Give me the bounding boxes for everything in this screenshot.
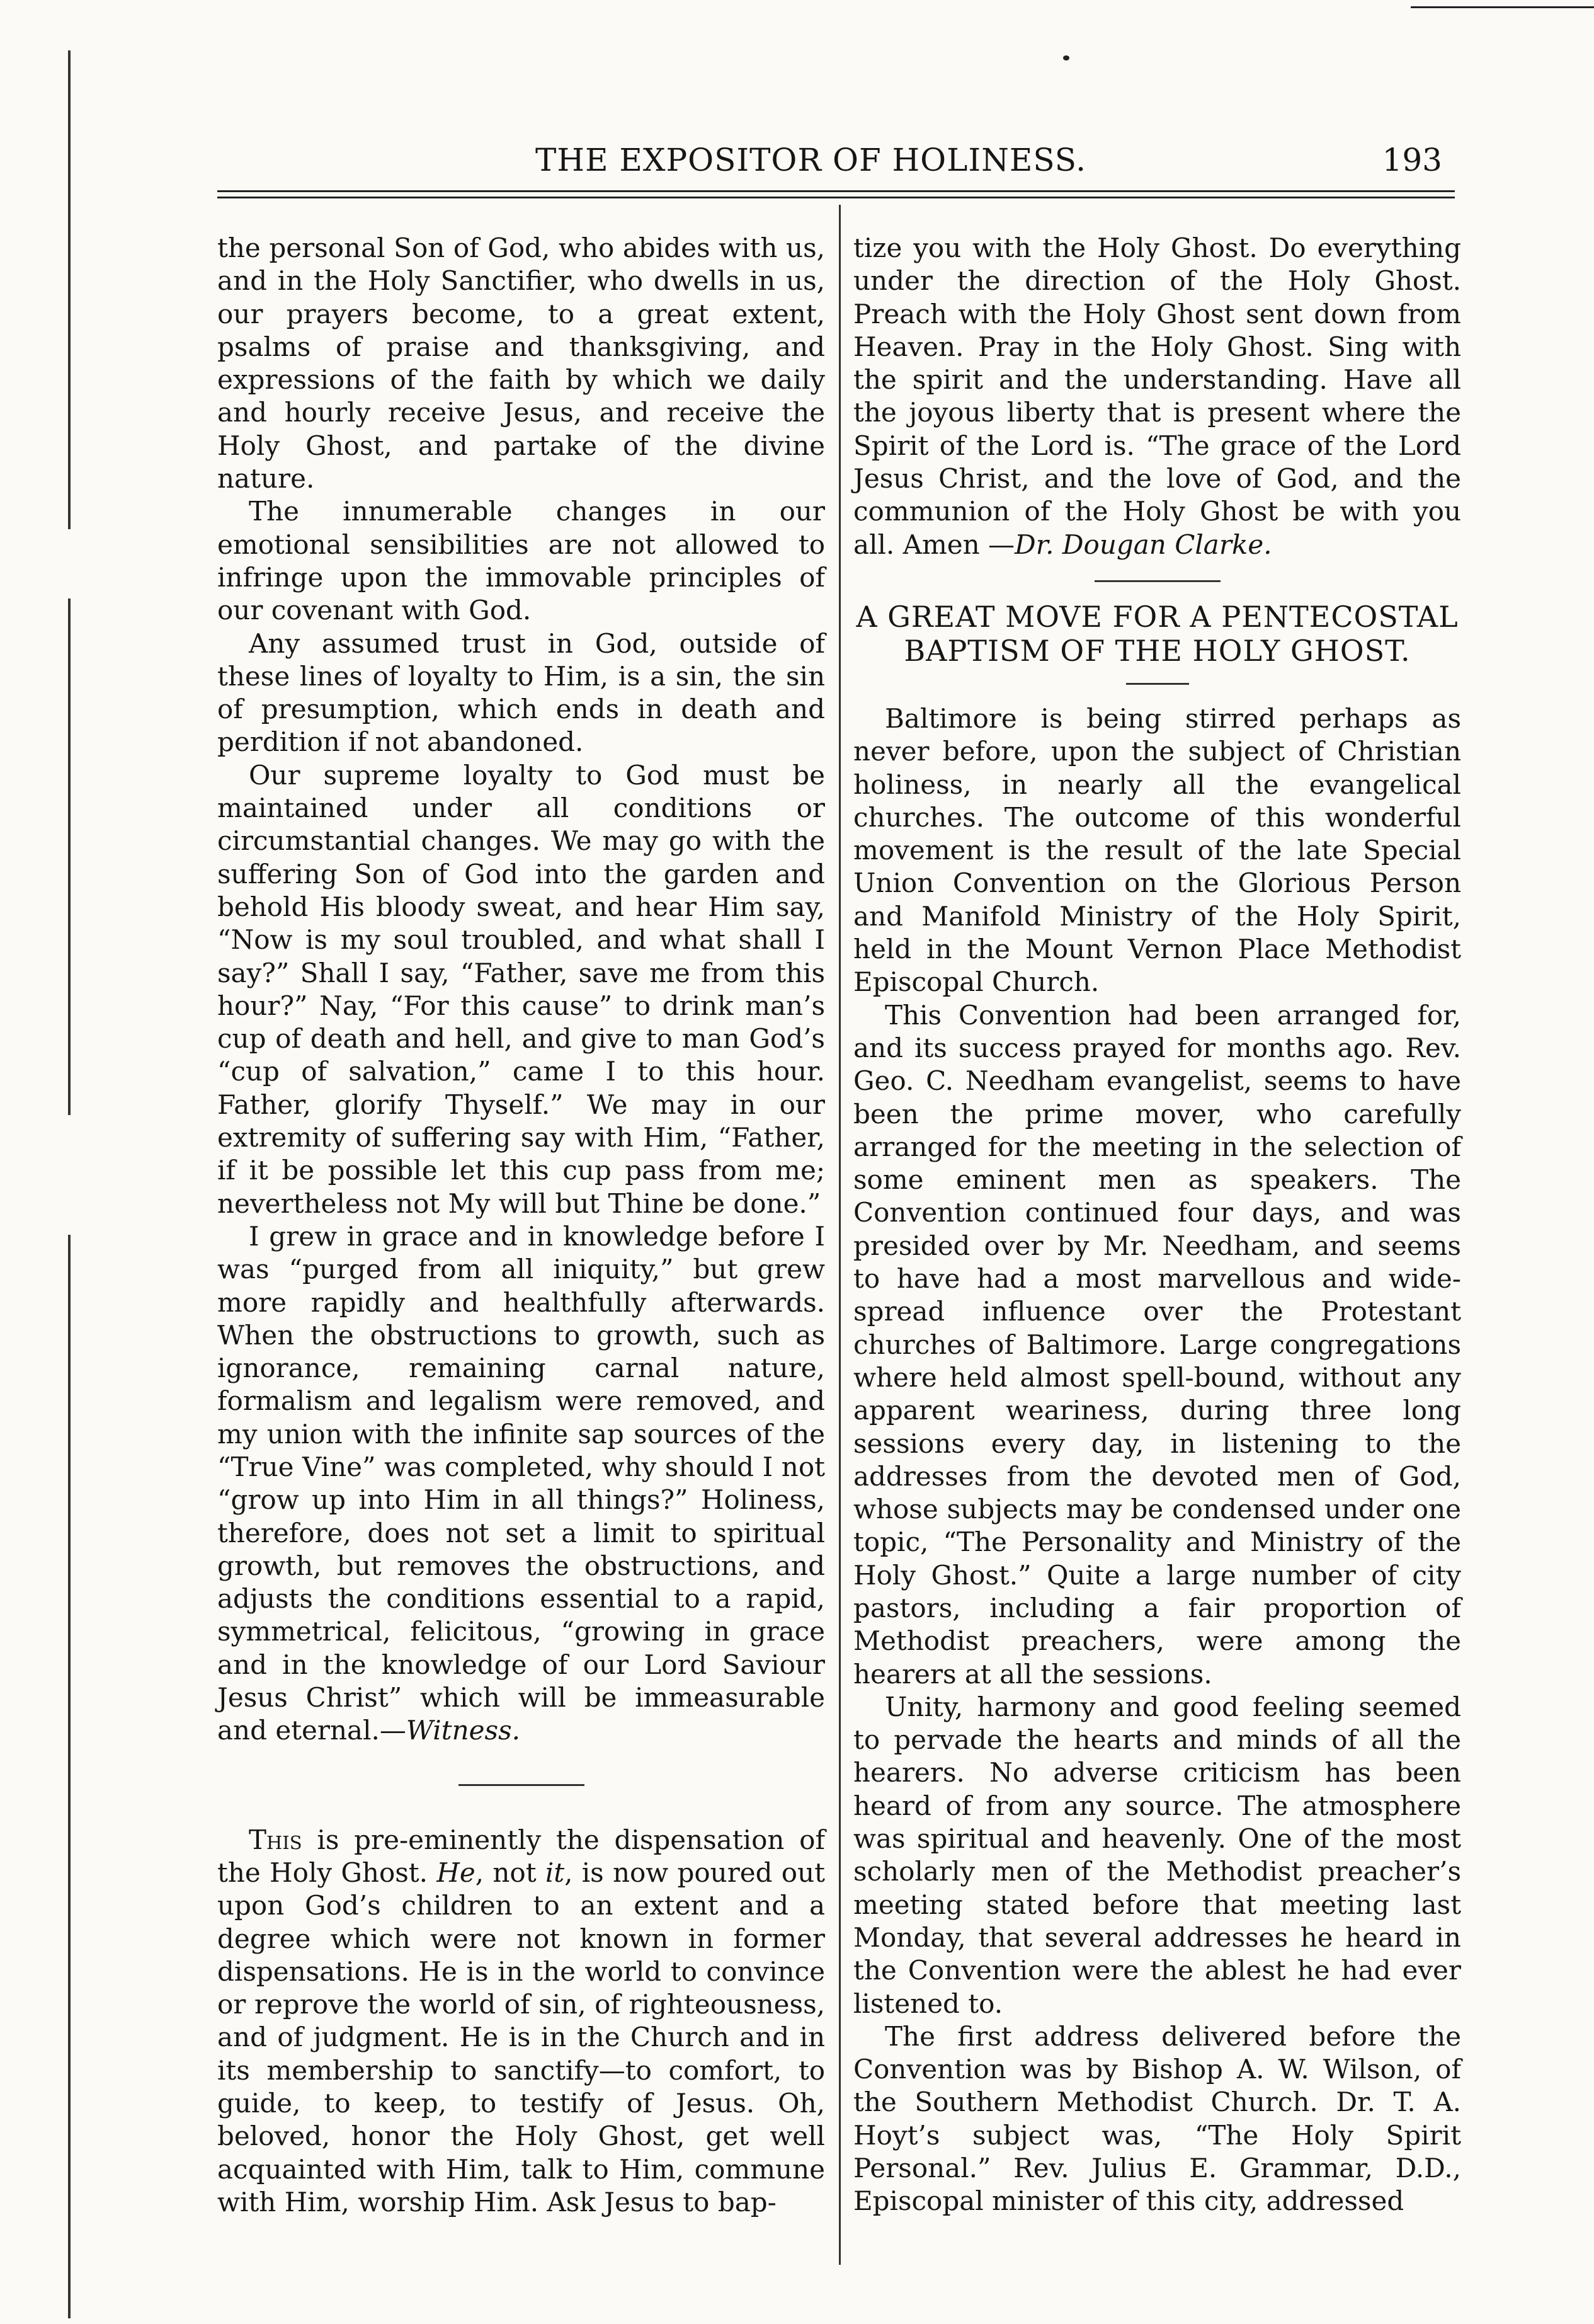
- section-rule: [1095, 580, 1221, 582]
- paragraph-text: I grew in grace and in knowledge before I was “purged from all iniquity,” but grew more rapidly and healthfully afterwards. When the obstructions to growth, such as ignorance, remaining carnal nature, formalism and legalism were removed, and my union with the infinite sap sources of the “True Vine” was completed, why should I not “grow up into Him in all things?” Holiness, therefore, does not set a limit to spiritual growth, but removes the obstructions, and adjusts the conditions essential to a rapid, symmetrical, felicitous, “growing in grace and in the knowledge of our Lord Saviour Jesus Christ” which will be immeasurable and eternal.—: [217, 1220, 825, 1746]
- running-title: THE EXPOSITOR OF HOLINESS.: [535, 142, 1087, 178]
- paragraph: The first address delivered before the Convention was by Bishop A. W. Wilson, of the Southern Methodist Church. Dr. T. A. Hoyt’s subject was, “The Holy Spirit Personal.” Rev. Julius E. Grammar, D.D., Episcopal minister of this city, addressed: [853, 2020, 1461, 2217]
- binding-edge: [68, 1235, 71, 2318]
- paragraph: [853, 232, 1461, 561]
- article-heading: A GREAT MOVE FOR A PENTECOSTAL BAPTISM OF THE HOLY GHOST.: [856, 599, 1459, 668]
- ink-speck: [1063, 55, 1069, 60]
- emphasis: He: [436, 1857, 475, 1888]
- paragraph: Unity, harmony and good feeling seemed to pervade the hearts and minds of all the hearers. No adverse criticism has been heard of from any source. The atmosphere was spiritual and heavenly. One of the most scholarly men of the Methodist preacher’s meeting stated before that meeting last Monday, that several addresses he heard in the Convention were the ablest he had ever listened to.: [853, 1691, 1461, 2019]
- lead-word: This: [249, 1824, 302, 1855]
- column-divider: [839, 205, 841, 2265]
- paragraph-text: tize you with the Holy Ghost. Do everything under the direction of the Holy Ghost. Preach with the Holy Ghost sent down from Heaven. Pray in the Holy Ghost. Sing with the spirit and the understanding. Have all the joyous liberty that is present where the Spirit of the Lord is. “The grace of the Lord Jesus Christ, and the love of God, and the communion of the Holy Ghost be with you all. Amen —: [853, 232, 1461, 560]
- header-rule: [217, 190, 1455, 192]
- paragraph: [217, 1220, 825, 1748]
- running-header: [220, 135, 1455, 192]
- paragraph: Any assumed trust in God, outside of these lines of loyalty to Him, is a sin, the sin of presumption, which ends in death and perdition if not abandoned.: [217, 627, 825, 758]
- source-attribution: Witness.: [406, 1715, 520, 1746]
- binding-edge: [68, 50, 71, 529]
- paragraph: The innumerable changes in our emotional sensibilities are not allowed to infringe upon the immovable principles of our covenant with God.: [217, 496, 825, 626]
- paragraph-text: is pre-eminently the dispensation of the Holy Ghost.: [217, 1824, 825, 1888]
- paragraph-text: , is now poured out upon God’s children to an extent and a degree which were not known in former dispensations. He is in the world to convince or reprove the world of sin, of righteousness, and of judgment. He is in the Church and in its membership to sanctify—to comfort, to guide, to keep, to testify of Jesus. Oh, beloved, honor the Holy Ghost, get well acquainted with Him, talk to Him, commune with Him, worship Him. Ask Jesus to bap-: [217, 1857, 826, 2218]
- binding-edge: [68, 598, 71, 1115]
- heading-rule: [1126, 683, 1189, 685]
- paragraph: [217, 1824, 825, 2219]
- left-column: [217, 232, 825, 2219]
- paragraph: This Convention had been arranged for, and its success prayed for months ago. Rev. Geo. C. Needham evangelist, seems to have been the prime mover, who carefully arranged for the meeting in the selection of some eminent men as speakers. The Convention continued four days, and was presided over by Mr. Needham, and seems to have had a most marvellous and wide-spread influence over the Protestant churches of Baltimore. Large congregations where held almost spell-bound, without any apparent weariness, during three long sessions every day, in listening to the addresses from the devoted men of God, whose subjects may be condensed under one topic, “The Personality and Ministry of the Holy Ghost.” Quite a large number of city pastors, including a fair proportion of Methodist preachers, were among the hearers at all the sessions.: [853, 999, 1461, 1690]
- emphasis: it: [545, 1857, 565, 1888]
- section-rule: [458, 1784, 584, 1786]
- page-number: 193: [1382, 142, 1442, 178]
- edge-rule: [1411, 6, 1594, 8]
- header-rule: [217, 197, 1455, 198]
- paragraph: the personal Son of God, who abides with us, and in the Holy Sanctifier, who dwells in us, our prayers become, to a great extent, psalms of praise and thanksgiving, and expressions of the faith by which we daily and hourly receive Jesus, and receive the Holy Ghost, and partake of the divine nature.: [217, 232, 825, 495]
- paragraph-text: , not: [475, 1857, 545, 1888]
- paragraph: Baltimore is being stirred perhaps as never before, upon the subject of Christian holiness, in nearly all the evangelical churches. The outcome of this wonderful movement is the result of the late Special Union Convention on the Glorious Person and Manifold Ministry of the Holy Spirit, held in the Mount Vernon Place Methodist Episcopal Church.: [853, 702, 1461, 998]
- right-column: [853, 232, 1461, 2218]
- paragraph: Our supreme loyalty to God must be maintained under all conditions or circumstantial changes. We may go with the suffering Son of God into the garden and behold His bloody sweat, and hear Him say, “Now is my soul troubled, and what shall I say?” Shall I say, “Father, save me from this hour?” Nay, “For this cause” to drink man’s cup of death and hell, and give to man God’s “cup of salvation,” came I to this hour. Father, glorify Thyself.” We may in our extremity of suffering say with Him, “Father, if it be possible let this cup pass from me; nevertheless not My will but Thine be done.”: [217, 759, 825, 1219]
- author-attribution: Dr. Dougan Clarke.: [1015, 529, 1272, 560]
